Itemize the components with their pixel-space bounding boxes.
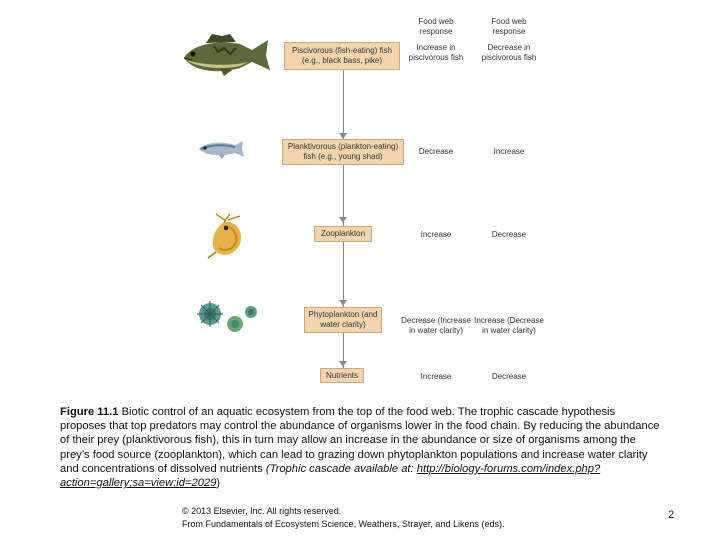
arrow-to-nutrients [339,361,347,367]
response-2-zooplankton: Decrease [491,230,527,239]
box-nutrients: Nutrients [320,368,364,383]
box-piscivorous: Piscivorous (fish-eating) fish (e.g., black bass, pike) [284,42,400,70]
caption-close: ) [216,477,221,490]
response-2-nutrients: Decrease [491,372,527,381]
response-2-phytoplankton: Increase (Decrease in water clarity) [474,316,544,335]
response-1-phytoplankton: Decrease (Increase in water clarity) [401,316,471,335]
figure-caption [60,405,660,490]
figure-label: Figure 11.1 [60,406,119,418]
shad-fish-illustration [195,138,251,160]
arrow-to-zooplankton [339,217,347,223]
box-zooplankton: Zooplankton [314,226,372,242]
footer [182,505,504,530]
response-1-planktivorous: Decrease [418,147,454,156]
response-1-nutrients: Increase [420,372,452,381]
response-1-zooplankton: Increase [420,230,452,239]
column-header-1: Food web response [418,17,454,36]
arrow-to-phytoplankton [339,300,347,306]
box-planktivorous: Planktivorous (plankton-eating) fish (e.g., young shad) [282,139,404,165]
response-1-piscivorous: Increase in piscivorous fish [408,43,464,62]
column-header-2: Food web response [491,17,527,36]
source-link[interactable]: http://biology-forums.com/index.php?action=gallery;sa=view;id=2029 [60,462,601,490]
copyright-line: © 2013 Elsevier, Inc. All rights reserved. [182,506,342,516]
page-number: 2 [668,509,675,521]
caption-text: Biotic control of an aquatic ecosystem from the top of the food web. The trophic cascade hypothesis proposes that top predators may control the abundance of organisms lower in the food chain. By reducing the abundance of their prey (planktivorous fish), this in turn may allow an increase in the abundance or size of organisms among the prey’s food source (zooplankton), which can lead to grazing down phytoplankton populations and increase water clarity and concentrations of dissolved nutrients [60,406,660,475]
response-2-piscivorous: Decrease in piscivorous fish [481,43,537,62]
source-line: From Fundamentals of Ecosystem Science, Weathers, Strayer, and Likens (eds). [182,518,505,529]
zooplankton-illustration [202,212,248,260]
response-2-planktivorous: Increase [493,147,525,156]
caption-source: (Trophic cascade available at: [265,462,414,475]
phytoplankton-illustration [194,298,264,338]
bass-fish-illustration [178,30,278,78]
box-phytoplankton: Phytoplankton (and water clarity) [304,307,382,333]
